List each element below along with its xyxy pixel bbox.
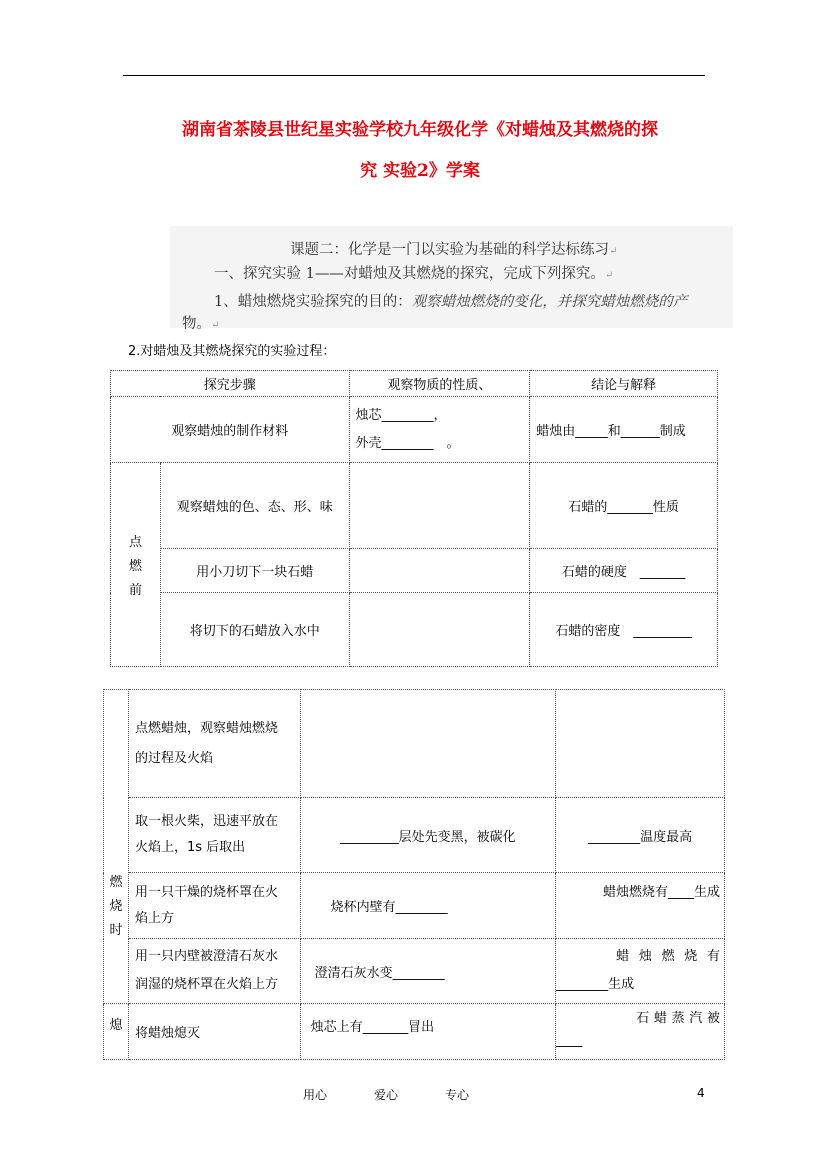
observation-cell [349,549,530,593]
step-cell [128,798,300,873]
scan-line-3-prefix: 1、蜡烛燃烧实验探究的目的： [214,294,412,310]
scan-line-2: 一、探究实验 1——对蜡烛及其燃烧的探究，完成下列探究。 [214,266,605,282]
table-row [104,798,725,873]
table-row [104,690,725,798]
step-line: 取一根火柴，迅速平放在 [134,814,278,829]
group-label-extinguish: 熄 [104,1004,129,1060]
concl-line: ____ [556,1033,583,1048]
table-row [111,549,718,593]
observation-cell [349,397,530,463]
observation-cell: _________层处先变黑，被碳化 [300,798,556,873]
header-rule [123,75,705,76]
conclusion-cell [556,1004,725,1060]
section-heading: 2.对蜡烛及其燃烧探究的实验过程： [128,344,336,359]
scan-line-3-rest: 观察蜡烛燃烧的变化，并探究蜡烛燃烧的产 [411,294,688,310]
footer-motto-3: 专心 [445,1088,470,1102]
header-step: 探究步骤 [111,371,350,397]
obs-line: 外壳________ 。 [355,435,460,451]
group-label-burning: 燃烧时 [104,690,129,1004]
table-row [104,1004,725,1060]
step-line: 润湿的烧杯罩在火焰上方 [134,977,278,992]
table-row [111,397,718,463]
step-line: 的过程及火焰 [134,750,213,766]
obs-line: 烛芯________， [355,407,447,423]
observation-cell [349,463,530,549]
experiment-table-burning [103,689,725,1060]
scan-line-1: 课题二：化学是一门以实验为基础的科学达标练习 [290,242,609,258]
step-cell [128,939,300,1004]
conclusion-cell: ________温度最高 [556,798,725,873]
concl-line: ________生成 [556,977,635,992]
conclusion-cell [556,690,725,798]
table-row [111,463,718,549]
observation-cell [349,593,530,667]
step-cell: 将蜡烛熄灭 [128,1004,300,1060]
step-cell [128,873,300,939]
step-line: 焰上方 [134,910,174,926]
footer-motto-2: 爱心 [374,1088,399,1102]
observation-cell [300,690,556,798]
step-cell: 观察蜡烛的色、态、形、味 [160,463,349,549]
page-number: 4 [697,1086,705,1100]
header-observation: 观察物质的性质、 [349,371,530,397]
experiment-table-before [110,370,718,667]
document-title-line1: 湖南省茶陵县世纪星实验学校九年级化学《对蜡烛及其燃烧的探 [182,120,658,140]
table-row [111,593,718,667]
conclusion-cell [556,939,725,1004]
return-mark-icon: ↵ [609,246,618,257]
step-line: 点燃蜡烛，观察蜡烛燃烧 [134,720,278,736]
group-label-before-ignition: 点燃前 [111,463,161,667]
step-cell: 将切下的石蜡放入水中 [160,593,349,667]
return-mark-icon: ↵ [604,270,614,281]
conclusion-cell: 石蜡的密度 _________ [530,593,718,667]
observation-cell: 烛芯上有_______冒出 [300,1004,556,1060]
header-conclusion: 结论与解释 [530,371,718,397]
scan-line-4: 物。 [182,316,211,332]
table-row [104,939,725,1004]
concl-line: 蜡烛燃烧有 [616,949,720,964]
document-title-line2: 究 实验2》学案 [360,161,480,181]
observation-cell: 澄清石灰水变________ [300,939,556,1004]
table-header-row [111,371,718,397]
return-mark-icon: ↵ [211,320,220,331]
conclusion-cell: 石蜡的_______性质 [530,463,718,549]
conclusion-cell: 蜡烛由_____和______制成 [530,397,718,463]
conclusion-cell: 石蜡的硬度 _______ [530,549,718,593]
step-line: 用一只干燥的烧杯罩在火 [134,884,278,900]
concl-line: 石蜡蒸汽被 [636,1011,720,1026]
observation-cell: 烧杯内壁有________ [300,873,556,939]
step-cell: 用小刀切下一块石蜡 [160,549,349,593]
step-cell: 观察蜡烛的制作材料 [111,397,350,463]
step-line: 用一只内壁被澄清石灰水 [134,949,278,964]
conclusion-cell: 蜡烛燃烧有____生成 [556,873,725,939]
step-cell [128,690,300,798]
table-row [104,873,725,939]
footer-motto-1: 用心 [303,1088,328,1102]
step-line: 火焰上，1s 后取出 [134,840,246,855]
scanned-text-image [170,226,733,332]
